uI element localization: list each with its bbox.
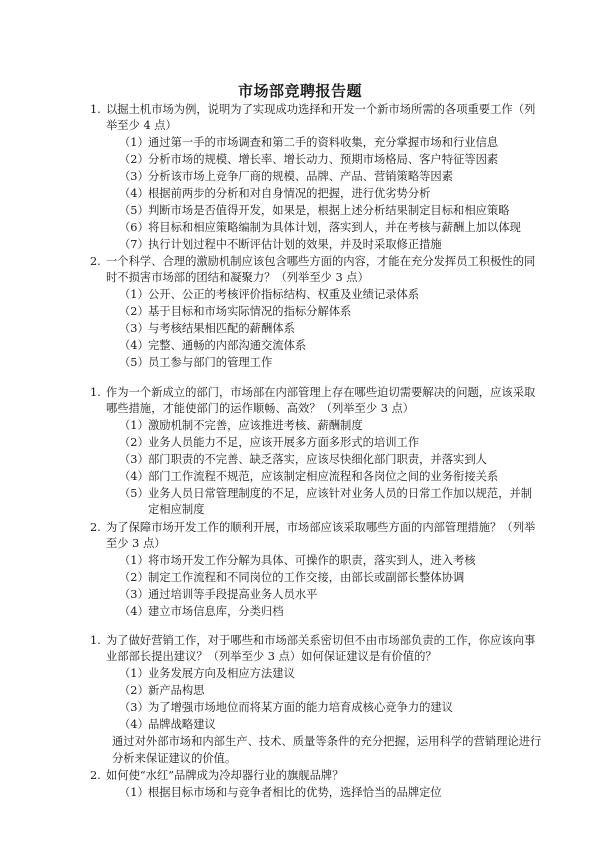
item-number: （1） (119, 786, 149, 799)
item-number: （5） (119, 204, 149, 217)
question-number: 2. (90, 769, 101, 782)
item-number: （2） (119, 684, 149, 697)
item-text: 根据前两步的分析和对自身情况的把握，进行优劣势分析 (148, 187, 431, 200)
item-number: （2） (119, 571, 149, 584)
item-text: 为了增强市场地位而将某方面的能力培育成核心竞争力的建议 (148, 701, 454, 714)
item-text: 通过培训等手段提高业务人员水平 (148, 588, 318, 601)
item-text: 将市场开发工作分解为具体、可操作的职责，落实到人，进入考核 (148, 554, 476, 567)
item-number: （4） (119, 339, 149, 352)
item-number: （1） (119, 554, 149, 567)
item-number: （3） (119, 453, 149, 466)
question-number: 1. (90, 103, 101, 116)
item-text: 基于目标和市场实际情况的指标分解体系 (148, 305, 352, 318)
item-text: 部门工作流程不规范，应该制定相应流程和各岗位之间的业务衔接关系 (148, 470, 499, 483)
question-text: 至少 3 点） (106, 537, 166, 550)
item-number: （4） (119, 605, 149, 618)
item-text: 完整、通畅的内部沟通交流体系 (148, 339, 307, 352)
question-text: 以掘土机市场为例，说明为了实现成功选择和开发一个新市场所需的各项重要工作（列 (106, 103, 536, 116)
item-text: 新产品构思 (148, 684, 205, 697)
question-text: 举至少 4 点） (106, 119, 177, 132)
item-text: 将目标和相应策略编制为具体计划，落实到人，并在考核与薪酬上加以体现 (148, 221, 521, 234)
item-text: 通过第一手的市场调查和第二手的资料收集，充分掌握市场和行业信息 (148, 136, 499, 149)
item-text: 公开、公正的考核评价指标结构、权重及业绩记录体系 (148, 288, 420, 301)
item-number: （1） (119, 667, 149, 680)
item-text: 建立市场信息库，分类归档 (148, 605, 284, 618)
item-text: 部门职责的不完善、缺乏落实，应该尽快细化部门职责，并落实到人 (148, 453, 487, 466)
question-text: 为了做好营销工作，对于哪些和市场部关系密切但不由市场部负责的工作，你应该向事 (106, 634, 536, 647)
item-number: （1） (119, 288, 149, 301)
question-text: 如何使“水红”品牌成为冷却器行业的旗舰品牌？ (106, 769, 344, 782)
answer-note: 分析来保证建议的价值。 (112, 752, 237, 765)
item-number: （4） (119, 470, 149, 483)
item-text: 根据目标市场和与竞争者相比的优势，选择恰当的品牌定位 (148, 786, 442, 799)
item-number: （3） (119, 701, 149, 714)
item-text: 执行计划过程中不断评估计划的效果，并及时采取修正措施 (148, 238, 442, 251)
item-number: （3） (119, 322, 149, 335)
item-number: （2） (119, 153, 149, 166)
item-text: 员工参与部门的管理工作 (148, 356, 273, 369)
question-number: 1. (90, 386, 101, 399)
question-text: 一个科学、合理的激励机制应该包含哪些方面的内容，才能在充分发挥员工积极性的同 (106, 255, 536, 268)
item-number: （1） (119, 136, 149, 149)
item-number: （6） (119, 221, 149, 234)
item-number: （4） (119, 718, 149, 731)
item-number: （5） (119, 487, 149, 500)
question-number: 1. (90, 634, 101, 647)
question-number: 2. (90, 521, 101, 534)
item-text: 与考核结果相匹配的薪酬体系 (148, 322, 295, 335)
question-text: 为了保障市场开发工作的顺利开展，市场部应该采取哪些方面的内部管理措施？（列举 (106, 521, 536, 534)
item-number: （3） (119, 170, 149, 183)
question-number: 2. (90, 255, 101, 268)
item-text: 分析该市场上竞争厂商的规模、品牌、产品、营销策略等因素 (148, 170, 454, 183)
item-text: 分析市场的规模、增长率、增长动力、预期市场格局、客户特征等因素 (148, 153, 499, 166)
item-text: 判断市场是否值得开发，如果是，根据上述分析结果制定目标和相应策略 (148, 204, 510, 217)
item-text: 激励机制不完善，应该推进考核、薪酬制度 (148, 419, 363, 432)
question-text: 作为一个新成立的部门，市场部在内部管理上存在哪些迫切需要解决的问题，应该采取 (106, 386, 536, 399)
item-text: 品牌战略建议 (148, 718, 216, 731)
question-text: 时不损害市场部的团结和凝聚力？（列举至少 3 点） (106, 271, 369, 284)
item-number: （1） (119, 419, 149, 432)
page-title: 市场部竞聘报告题 (237, 82, 362, 100)
item-number: （7） (119, 238, 149, 251)
answer-note: 通过对外部市场和内部生产、技术、质量等条件的充分把握，运用科学的营销理论进行 (112, 735, 542, 748)
item-number: （2） (119, 436, 149, 449)
item-text: 业务人员能力不足，应该开展多方面多形式的培训工作 (148, 436, 420, 449)
item-text: 定相应制度 (148, 503, 205, 516)
item-number: （3） (119, 588, 149, 601)
item-number: （2） (119, 305, 149, 318)
item-number: （5） (119, 356, 149, 369)
item-text: 业务发展方向及相应方法建议 (148, 667, 295, 680)
item-text: 制定工作流程和不同岗位的工作交接，由部长或副部长整体协调 (148, 571, 465, 584)
question-text: 哪些措施，才能使部门的运作顺畅、高效？（列举至少 3 点） (106, 402, 415, 415)
question-text: 业部部长提出建议？（列举至少 3 点）如何保证建议是有价值的？ (106, 650, 437, 663)
item-text: 业务人员日常管理制度的不足，应该针对业务人员的日常工作加以规范，并制 (148, 487, 533, 500)
item-number: （4） (119, 187, 149, 200)
